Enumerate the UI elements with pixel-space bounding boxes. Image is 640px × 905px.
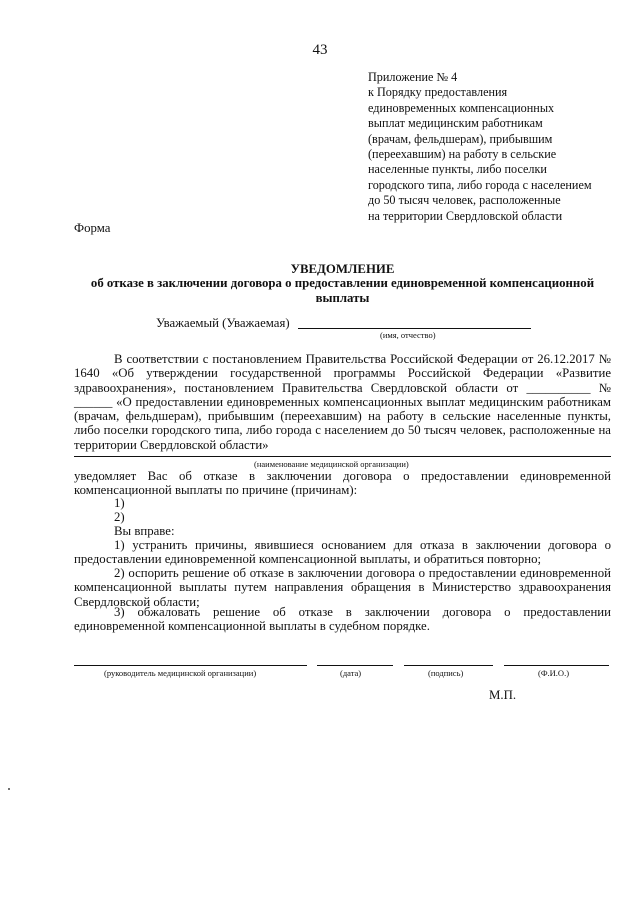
reason-item: 1) xyxy=(114,496,125,510)
greeting: Уважаемый (Уважаемая) xyxy=(156,316,290,330)
right-item: 3) обжаловать решение об отказе в заключении договора о предоставлении единовременной компенсационной выплаты в судебном порядке. xyxy=(74,605,611,634)
date-caption: (дата) xyxy=(340,668,362,678)
form-label: Форма xyxy=(74,221,111,235)
right-item: 2) оспорить решение об отказе в заключении договора о предоставлении единовременной компенсационной выплаты путем направления обращения в Министерство здравоохранения Свердловской области; xyxy=(74,566,611,609)
head-signature-line xyxy=(74,665,307,666)
head-caption: (руководитель медицинской организации) xyxy=(104,668,257,678)
greeting-caption: (имя, отчество) xyxy=(380,330,436,340)
name-signature-line xyxy=(504,665,609,666)
organization-caption: (наименование медицинской организации) xyxy=(254,459,409,469)
sign-caption: (подпись) xyxy=(428,668,464,678)
appendix-line: (переехавшим) на работу в сельские xyxy=(368,147,557,162)
document-subtitle: об отказе в заключении договора о предоставлении единовременной компенсационной выплаты xyxy=(90,276,595,305)
sign-signature-line xyxy=(404,665,493,666)
appendix-header xyxy=(368,70,592,224)
organization-fill-line xyxy=(74,456,611,457)
main-paragraph: В соответствии с постановлением Правительства Российской Федерации от 26.12.2017 № 1640 «Об утверждении государственной программы Российской Федерации «Развитие здравоохранения», постановлением Правительства Свердловской области от __________ № ______ «О предоставлении единовременных компенсационных выплат медицинским работникам (врачам, фельдшерам), прибывшим (переехавшим) на работу в сельские населенные пункты, либо поселки городского типа, либо города с населением до 50 тысяч человек, расположенные на территории Свердловской области» xyxy=(74,352,611,452)
appendix-line: единовременных компенсационных xyxy=(368,100,555,115)
document-title: УВЕДОМЛЕНИЕ xyxy=(290,262,395,276)
appendix-line: до 50 тысяч человек, расположенные xyxy=(368,193,561,208)
greeting-fill-line xyxy=(298,328,531,329)
appendix-line: Приложение № 4 xyxy=(368,70,458,84)
rights-heading: Вы вправе: xyxy=(114,524,175,538)
date-signature-line xyxy=(317,665,393,666)
page-number: 43 xyxy=(312,42,328,58)
appendix-line: на территории Свердловской области xyxy=(368,208,563,223)
appendix-line: выплат медицинским работникам xyxy=(368,116,543,131)
appendix-line: населенные пункты, либо поселки xyxy=(368,162,547,177)
notification-paragraph: уведомляет Вас об отказе в заключении договора о предоставлении единовременной компенсационной выплаты по причине (причинам): xyxy=(74,469,611,498)
scan-speck xyxy=(8,788,10,790)
name-caption: (Ф.И.О.) xyxy=(538,668,570,678)
reason-item: 2) xyxy=(114,510,125,524)
appendix-line: (врачам, фельдшерам), прибывшим xyxy=(368,131,553,146)
appendix-line: к Порядку предоставления xyxy=(368,85,508,100)
right-item: 1) устранить причины, явившиеся основанием для отказа в заключении договора о предоставлении единовременной компенсационной выплаты, и обратиться повторно; xyxy=(74,538,611,567)
stamp-label: М.П. xyxy=(489,688,517,702)
appendix-line: городского типа, либо города с населением xyxy=(368,177,592,192)
